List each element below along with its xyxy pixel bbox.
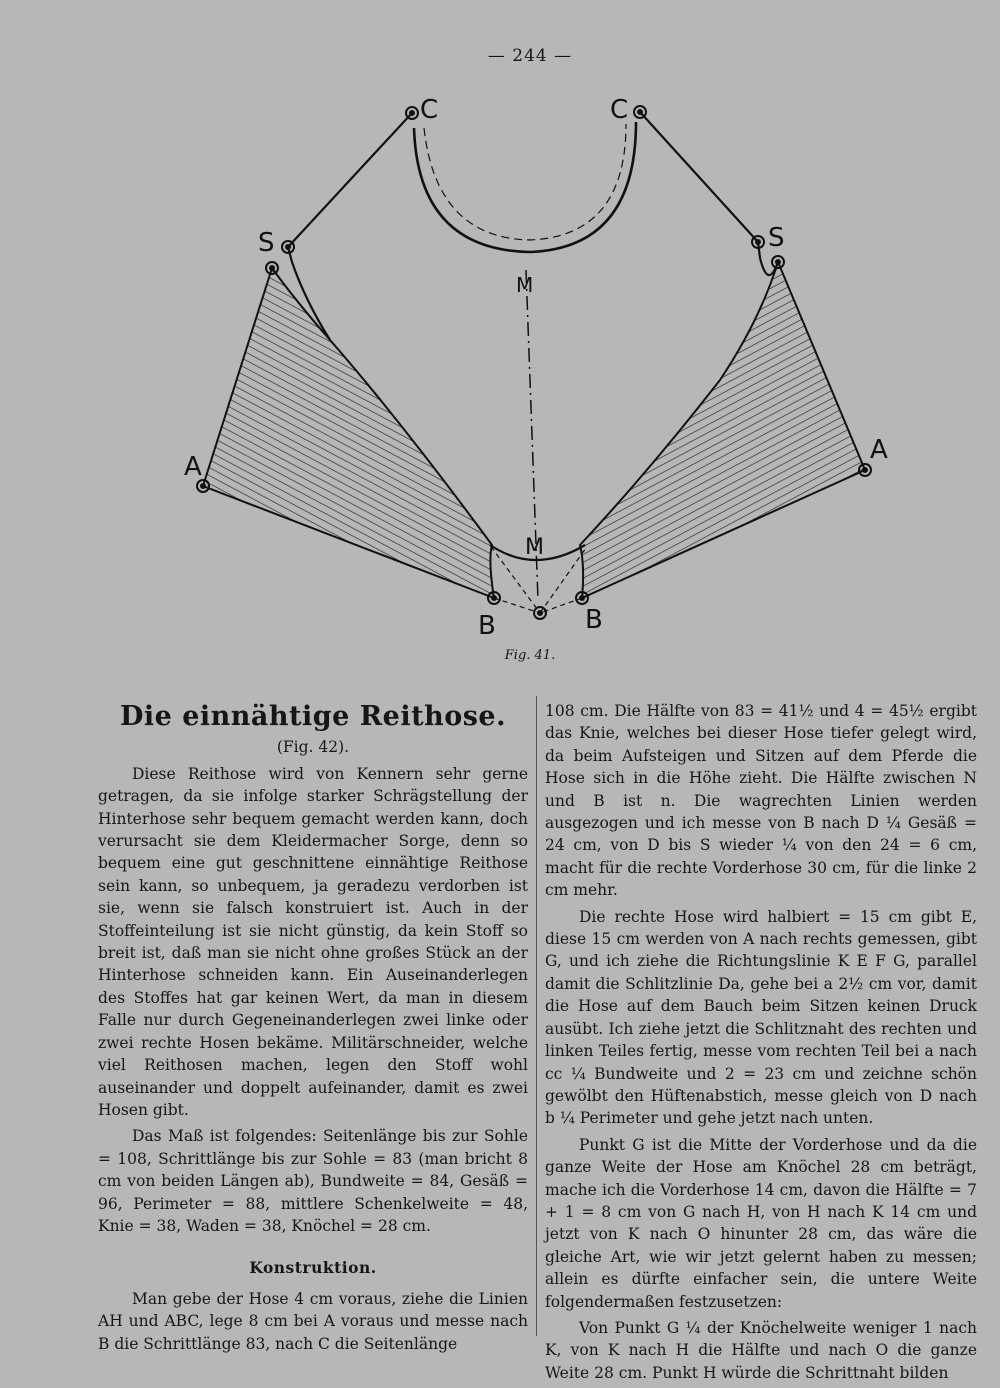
label-s-right: S (768, 223, 785, 253)
label-c-right: C (610, 95, 629, 125)
label-b-left: B (478, 611, 496, 641)
paragraph-ankle: Von Punkt G ¼ der Knöchelweite weniger 1 nach K, von K nach H die Hälfte und nach O die ganze Weite 28 cm. Punkt H würde die Schrittnaht bilden (545, 1318, 977, 1382)
label-s-left: S (258, 228, 275, 258)
pattern-figure (0, 70, 1000, 670)
page-number: — 244 — (487, 46, 573, 66)
paragraph-knee: 108 cm. Die Hälfte von 83 = 41½ und 4 = 45½ ergibt das Knie, welches bei dieser Hose tiefer gelegt wird, da beim Aufsteigen und Sitzen auf dem Pferde die Hose sich in die Höhe zieht. Die Hälfte zwischen N und B ist n. Die wagrechten Linien werden ausgezogen und ich messe von B nach D ¼ Gesäß = 24 cm, von D bis S wieder ¼ von den 24 = 6 cm, macht für die rechte Vorderhose 30 cm, für die linke 2 cm mehr. (545, 702, 977, 900)
label-c-left: C (420, 95, 439, 125)
paragraph-point-g: Punkt G ist die Mitte der Vorderhose und da die ganze Weite der Hose am Knöchel 28 cm beträgt, mache ich die Vorderhose 14 cm, davon die Hälfte = 7 + 1 = 8 cm von G nach H, von H nach K 14 cm und jetzt von K nach O hinunter 28 cm, das wäre die gleiche Art, wie wir jetzt gelernt haben zu messen; allein es dürfte einfacher sein, die untere Weite folgendermaßen festzusetzen: (545, 1135, 977, 1311)
label-a-right: A (870, 435, 888, 465)
column-divider (536, 696, 537, 1336)
section-heading: Die einnähtige Reithose. (119, 701, 507, 732)
label-m-bottom: M (525, 535, 544, 560)
paragraph-front: Die rechte Hose wird halbiert = 15 cm gibt E, diese 15 cm werden von A nach rechts gemessen, gibt G, und ich ziehe die Richtungslinie K E F G, parallel damit die Schlitzlinie Da, gehe bei a 2½ cm vor, damit die Hose auf dem Bauch beim Sitzen keinen Druck ausübt. Ich ziehe jetzt die Schlitznaht des rechten und linken Teiles fertig, messe vom rechten Teil bei a nach cc ¼ Bundweite und 2 = 23 cm und zeichne schön gewölbt den Hüftenabstich, messe gleich von D nach b ¼ Perimeter und gehe jetzt nach unten. (545, 907, 977, 1128)
label-a-left: A (184, 452, 202, 482)
construction-heading: Konstruktion. (249, 1258, 377, 1278)
right-column (545, 700, 977, 1388)
paragraph-intro: Diese Reithose wird von Kennern sehr gerne getragen, da sie infolge starker Schrägstellung der Hinterhose sehr bequem gemacht werden kann, doch verursacht sie dem Kleidermacher Sorge, denn so bequem eine gut geschnittene einnähtige Reithose sein kann, so unbequem, ja geradezu verdorben ist sie, wenn sie falsch konstruiert ist. Auch in der Stoffeinteilung ist sie nicht günstig, da kein Stoff so breit ist, daß man sie nicht ohne großes Stück an der Hinterhose schneiden kann. Ein Auseinanderlegen des Stoffes hat gar keinen Wert, da man in diesem Falle nur durch Gegeneinanderlegen zwei linke oder zwei rechte Hosen bekäme. Militärschneider, welche viel Reithosen machen, legen den Stoff wohl auseinander und doppelt aufeinander, damit es zwei Hosen gibt. (98, 764, 528, 1119)
figure-reference: (Fig. 42). (276, 738, 350, 757)
paragraph-construction: Man gebe der Hose 4 cm voraus, ziehe die Linien AH und ABC, lege 8 cm bei A voraus und messe nach B die Schrittlänge 83, nach C die Seitenlänge (98, 1289, 528, 1353)
right-side-line (640, 112, 778, 275)
left-side-line (288, 113, 412, 340)
top-curve-dashed (424, 124, 626, 240)
label-m-top: M (516, 273, 534, 297)
left-column (98, 702, 528, 1359)
right-hatched-panel (580, 262, 865, 598)
top-curve-solid (414, 122, 636, 252)
label-b-right: B (585, 605, 603, 635)
figure-caption: Fig. 41. (504, 648, 556, 663)
left-hatched-panel (203, 268, 494, 598)
paragraph-measurements: Das Maß ist folgendes: Seitenlänge bis zur Sohle = 108, Schrittlänge bis zur Sohle = 83 (man bricht 8 cm von beiden Längen ab), Bundweite = 84, Gesäß = 96, Perimeter = 88, mittlere Schenkelweite = 48, Knie = 38, Waden = 38, Knöchel = 28 cm. (98, 1127, 528, 1235)
